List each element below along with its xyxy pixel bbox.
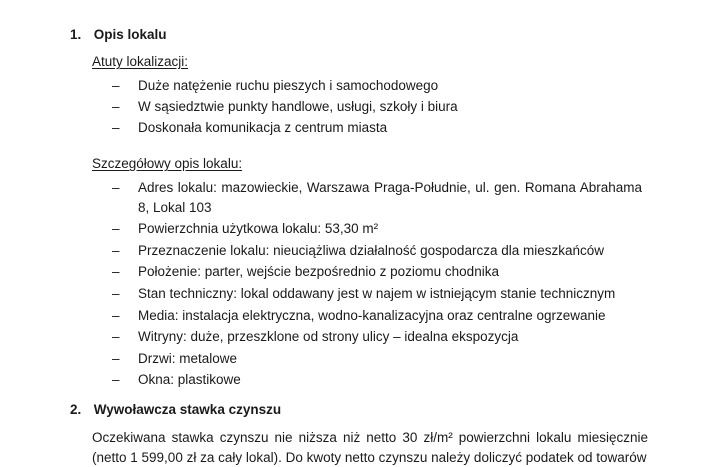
- list-item: – Media: instalacja elektryczna, wodno-kanalizacyjna oraz centralne ogrzewanie: [112, 306, 642, 326]
- section-1-title: Opis lokalu: [93, 27, 167, 42]
- list-item: – Stan techniczny: lokal oddawany jest w najem w istniejącym stanie technicznym: [112, 284, 642, 304]
- dash-marker: –: [112, 78, 120, 93]
- rent-paragraph: Oczekiwana stawka czynszu nie niższa niż netto 30 zł/m² powierzchni lokalu miesięcznie (netto 1 599,00 zł za cały lokal). Do kwoty netto czynszu należy doliczyć podatek od towarów: [92, 430, 648, 465]
- dash-marker: –: [112, 99, 120, 115]
- dash-marker: –: [112, 242, 120, 258]
- dash-marker: –: [112, 350, 120, 366]
- list-item: – Duże natężenie ruchu pieszych i samochodowego: [112, 76, 672, 96]
- list-item: – Drzwi: metalowe: [112, 349, 642, 369]
- atuty-list: [112, 76, 672, 139]
- opis-heading: Szczegółowy opis lokalu:: [92, 156, 243, 171]
- section-2-heading: [70, 402, 281, 417]
- dash-marker: –: [112, 285, 120, 301]
- section-2-number: 2.: [70, 402, 82, 417]
- dash-marker: –: [112, 372, 120, 388]
- section-1-number: 1.: [70, 27, 82, 42]
- list-item: – Okna: plastikowe: [112, 370, 642, 390]
- list-item: – W sąsiedztwie punkty handlowe, usługi, szkoły i biura: [112, 97, 672, 117]
- list-item: – Witryny: duże, przeszklone od strony ulicy – idealna ekspozycja: [112, 327, 642, 347]
- dash-marker: –: [112, 329, 120, 345]
- list-item: – Adres lokalu: mazowieckie, Warszawa Praga-Południe, ul. gen. Romana Abrahama 8, Lokal 103: [112, 180, 642, 215]
- dash-marker: –: [112, 221, 120, 237]
- section-2-title: Wywoławcza stawka czynszu: [93, 402, 282, 417]
- atuty-heading: Atuty lokalizacji:: [92, 54, 189, 69]
- dash-marker: –: [112, 307, 120, 323]
- dash-marker: –: [112, 120, 120, 136]
- section-1-heading: [70, 27, 167, 42]
- list-item: – Położenie: parter, wejście bezpośrednio z poziomu chodnika: [112, 262, 642, 282]
- list-item: – Doskonała komunikacja z centrum miasta: [112, 118, 672, 138]
- dash-marker: –: [112, 264, 120, 280]
- opis-list: [112, 178, 642, 392]
- list-item: – Przeznaczenie lokalu: nieuciążliwa działalność gospodarcza dla mieszkańców: [112, 241, 642, 261]
- list-item: – Powierzchnia użytkowa lokalu: 53,30 m²: [112, 219, 642, 239]
- dash-marker: –: [112, 180, 120, 195]
